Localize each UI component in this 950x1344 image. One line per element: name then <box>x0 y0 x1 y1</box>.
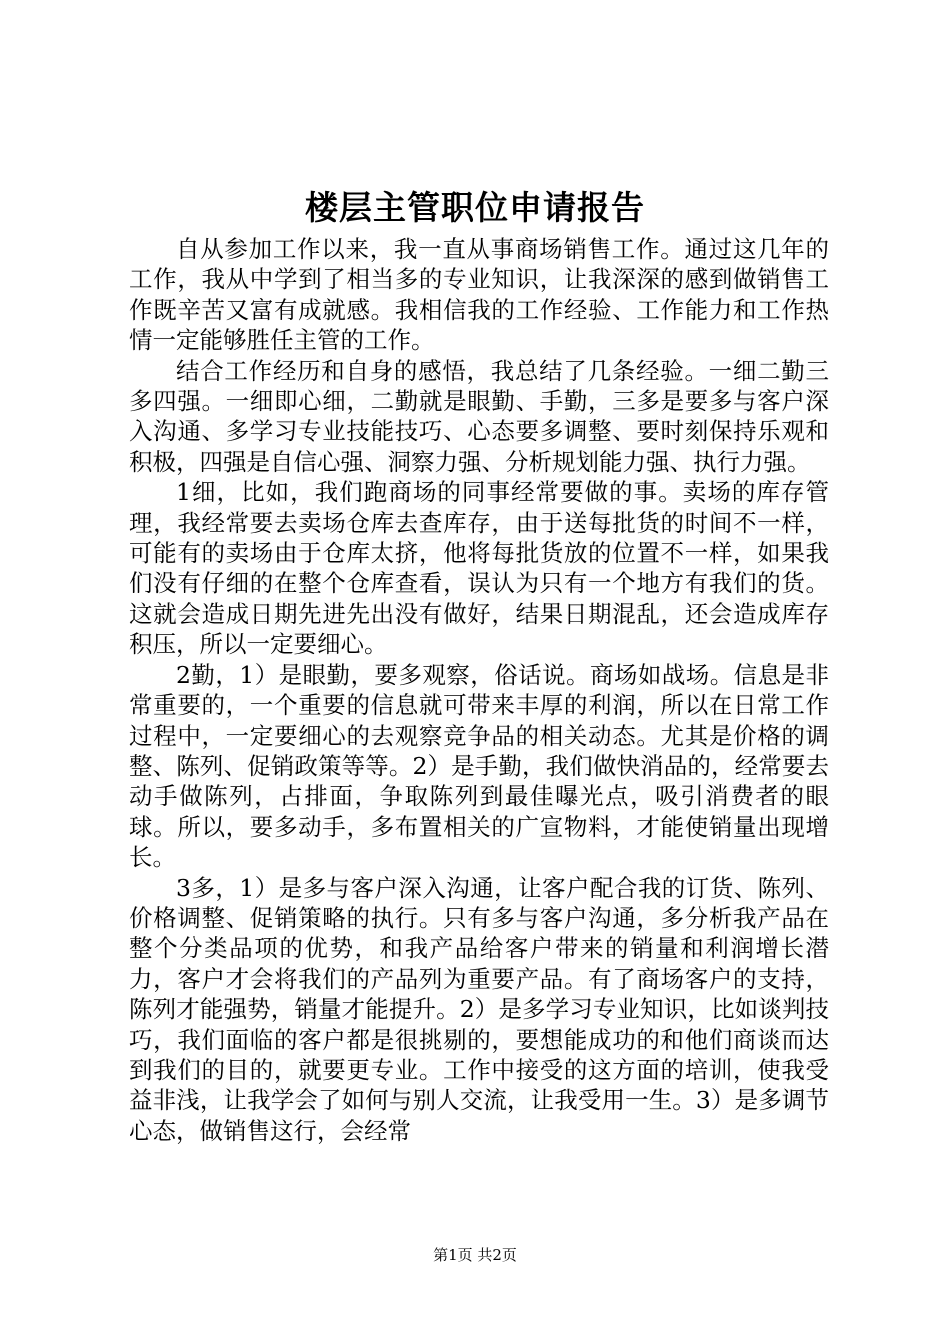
paragraph: 2勤，1）是眼勤，要多观察，俗话说。商场如战场。信息是非常重要的，一个重要的信息就可带来丰厚的利润，所以在日常工作过程中，一定要细心的去观察竞争品的相关动态。尤其是价格的调整、陈列、促销政策等等。2）是手勤，我们做快消品的，经常要去动手做陈列，占排面，争取陈列到最佳曝光点，吸引消费者的眼球。所以，要多动手，多布置相关的广宣物料，才能使销量出现增长。 <box>129 660 829 872</box>
page-number: 第1页 共2页 <box>433 1246 517 1264</box>
paragraph: 1细，比如，我们跑商场的同事经常要做的事。卖场的库存管理，我经常要去卖场仓库去查库存，由于送每批货的时间不一样，可能有的卖场由于仓库太挤，他将每批货放的位置不一样，如果我们没有仔细的在整个仓库查看，误认为只有一个地方有我们的货。这就会造成日期先进先出没有做好，结果日期混乱，还会造成库存积压，所以一定要细心。 <box>129 478 829 659</box>
paragraph: 结合工作经历和自身的感悟，我总结了几条经验。一细二勤三多四强。一细即心细，二勤就是眼勤、手勤，三多是要多与客户深入沟通、多学习专业技能技巧、心态要多调整、要时刻保持乐观和积极，四强是自信心强、洞察力强、分析规划能力强、执行力强。 <box>129 356 829 476</box>
document-body <box>129 234 829 1146</box>
paragraph: 3多，1）是多与客户深入沟通，让客户配合我的订货、陈列、价格调整、促销策略的执行。只有多与客户沟通，多分析我产品在整个分类品项的优势，和我产品给客户带来的销量和利润增长潜力，客户才会将我们的产品列为重要产品。有了商场客户的支持，陈列才能强势，销量才能提升。2）是多学习专业知识，比如谈判技巧，我们面临的客户都是很挑剔的，要想能成功的和他们商谈而达到我们的目的，就要更专业。工作中接受的这方面的培训，使我受益非浅，让我学会了如何与别人交流，让我受用一生。3）是多调节心态，做销售这行，会经常 <box>129 873 829 1145</box>
paragraph: 自从参加工作以来，我一直从事商场销售工作。通过这几年的工作，我从中学到了相当多的专业知识，让我深深的感到做销售工作既辛苦又富有成就感。我相信我的工作经验、工作能力和工作热情一定能够胜任主管的工作。 <box>129 235 829 355</box>
document-title: 楼层主管职位申请报告 <box>305 188 645 227</box>
